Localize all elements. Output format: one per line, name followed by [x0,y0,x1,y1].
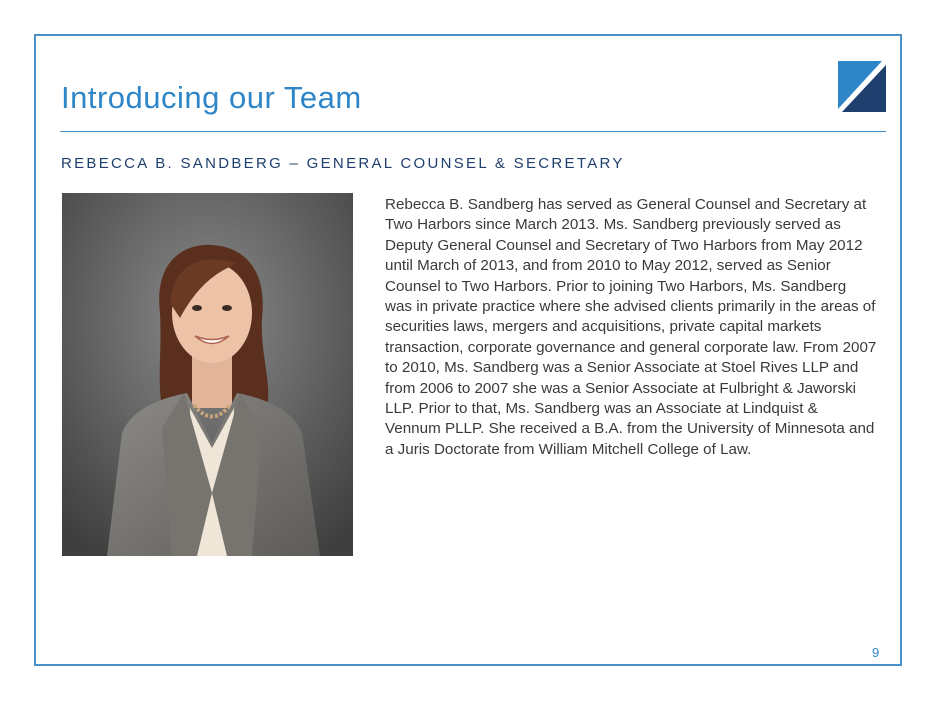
person-name-title: REBECCA B. SANDBERG – GENERAL COUNSEL & SECRETARY [61,155,625,172]
two-harbors-logo-icon [838,61,886,112]
portrait-photo [62,193,353,556]
bio-text: Rebecca B. Sandberg has served as General Counsel and Secretary at Two Harbors since March 2013. Ms. Sandberg previously served as Deputy General Counsel and Secretary of Two Harbors from May 2012 until March of 2013, and from 2010 to May 2012, served as Senior Counsel to Two Harbors. Prior to joining Two Harbors, Ms. Sandberg was in private practice where she advised clients primarily in the areas of securities laws, mergers and acquisitions, private capital markets transaction, corporate governance and general corporate law. From 2007 to 2010, Ms. Sandberg was a Senior Associate at Stoel Rives LLP and from 2006 to 2007 she was a Senior Associate at Fulbright & Jaworski LLP. Prior to that, Ms. Sandberg was an Associate at Lindquist & Vennum PLLP. She received a B.A. from the University of Minnesota and a Juris Doctorate from William Mitchell College of Law. [385,196,877,458]
page-number: 9 [872,645,880,660]
slide-title: Introducing our Team [61,80,362,115]
title-divider [60,131,886,132]
